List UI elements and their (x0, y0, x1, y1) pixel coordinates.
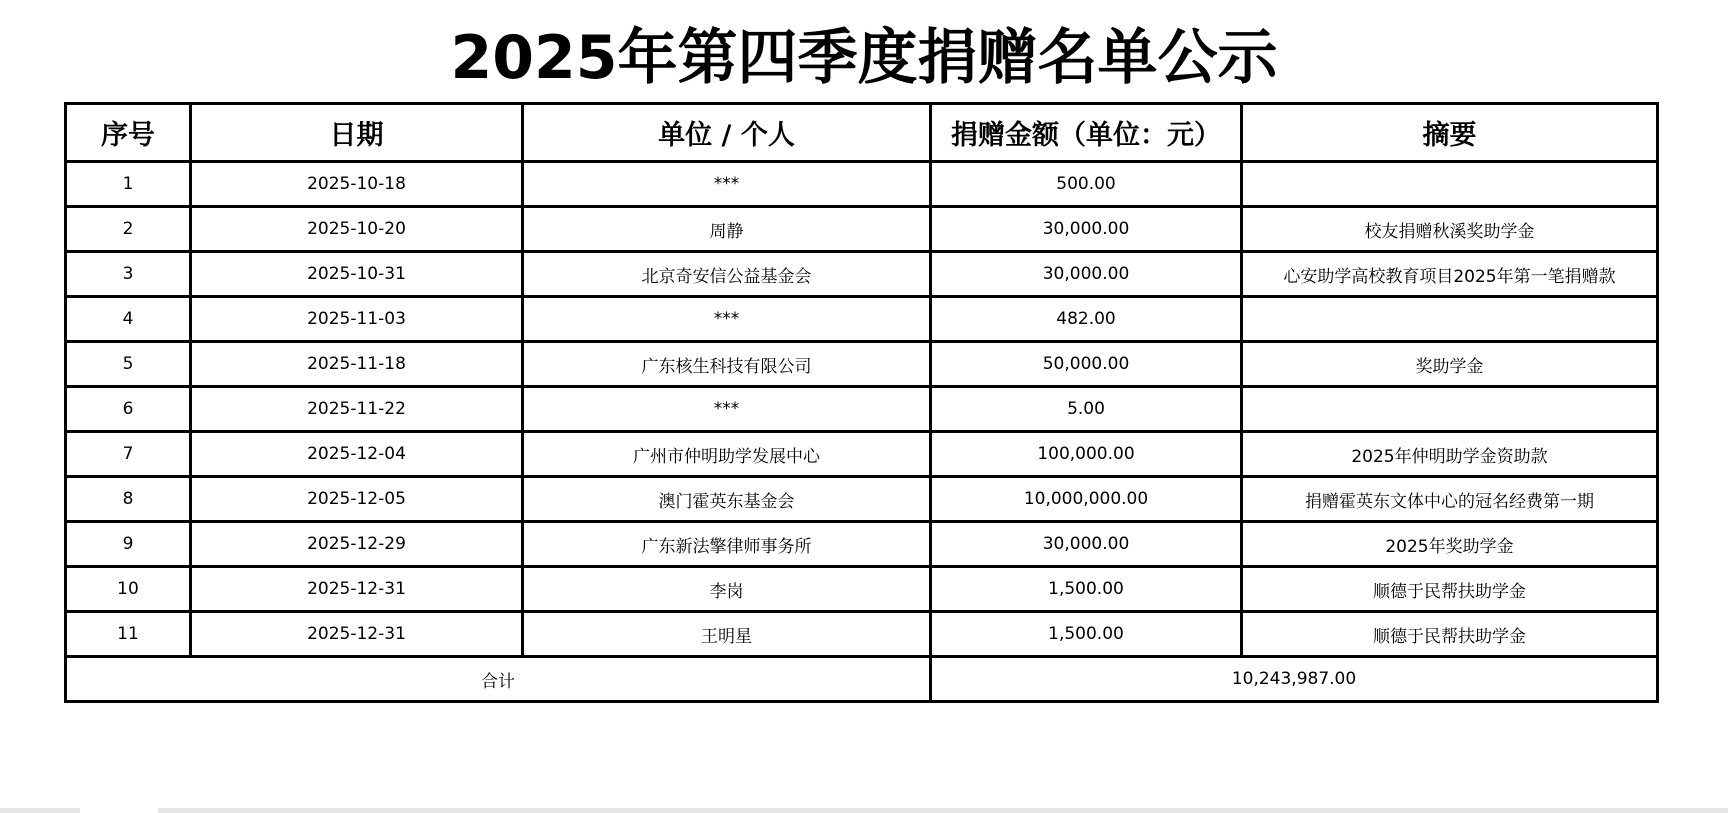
total-label: 合计 (66, 657, 931, 702)
header-date: 日期 (191, 104, 523, 162)
table-row (66, 432, 1658, 477)
table-row (66, 477, 1658, 522)
cell-donor: 澳门霍英东基金会 (523, 477, 931, 522)
cell-date: 2025-12-31 (191, 612, 523, 657)
cell-date: 2025-12-05 (191, 477, 523, 522)
cell-donor: *** (523, 387, 931, 432)
bottom-scrollbar[interactable] (0, 808, 1728, 813)
cell-amount: 30,000.00 (931, 522, 1242, 567)
cell-donor: 周静 (523, 207, 931, 252)
cell-seq: 2 (66, 207, 191, 252)
page-title: 2025年第四季度捐赠名单公示 (450, 23, 1278, 93)
cell-summary: 心安助学高校教育项目2025年第一笔捐赠款 (1242, 252, 1658, 297)
table-row (66, 387, 1658, 432)
cell-date: 2025-11-03 (191, 297, 523, 342)
header-donor: 单位 / 个人 (523, 104, 931, 162)
cell-seq: 8 (66, 477, 191, 522)
cell-donor: 广东核生科技有限公司 (523, 342, 931, 387)
cell-seq: 5 (66, 342, 191, 387)
cell-summary: 2025年奖助学金 (1242, 522, 1658, 567)
table-row (66, 297, 1658, 342)
cell-seq: 3 (66, 252, 191, 297)
header-amount: 捐赠金额（单位：元） (931, 104, 1242, 162)
table-total-row (66, 657, 1658, 702)
cell-seq: 11 (66, 612, 191, 657)
cell-seq: 7 (66, 432, 191, 477)
cell-seq: 10 (66, 567, 191, 612)
cell-summary: 顺德于民帮扶助学金 (1242, 567, 1658, 612)
cell-amount: 482.00 (931, 297, 1242, 342)
cell-amount: 1,500.00 (931, 612, 1242, 657)
cell-donor: 广州市仲明助学发展中心 (523, 432, 931, 477)
cell-date: 2025-12-04 (191, 432, 523, 477)
cell-summary: 顺德于民帮扶助学金 (1242, 612, 1658, 657)
donation-table (64, 102, 1659, 703)
total-amount: 10,243,987.00 (931, 657, 1658, 702)
cell-date: 2025-10-31 (191, 252, 523, 297)
cell-seq: 4 (66, 297, 191, 342)
cell-amount: 30,000.00 (931, 207, 1242, 252)
cell-donor: 北京奇安信公益基金会 (523, 252, 931, 297)
table-row (66, 567, 1658, 612)
cell-summary: 捐赠霍英东文体中心的冠名经费第一期 (1242, 477, 1658, 522)
cell-summary: 奖助学金 (1242, 342, 1658, 387)
cell-date: 2025-11-18 (191, 342, 523, 387)
table-row (66, 342, 1658, 387)
cell-donor: *** (523, 297, 931, 342)
header-summary: 摘要 (1242, 104, 1658, 162)
cell-amount: 50,000.00 (931, 342, 1242, 387)
cell-seq: 1 (66, 162, 191, 207)
cell-date: 2025-12-31 (191, 567, 523, 612)
cell-amount: 10,000,000.00 (931, 477, 1242, 522)
cell-donor: 王明星 (523, 612, 931, 657)
table-row (66, 252, 1658, 297)
cell-donor: 李岗 (523, 567, 931, 612)
cell-seq: 9 (66, 522, 191, 567)
cell-summary: 2025年仲明助学金资助款 (1242, 432, 1658, 477)
cell-date: 2025-12-29 (191, 522, 523, 567)
cell-seq: 6 (66, 387, 191, 432)
cell-date: 2025-11-22 (191, 387, 523, 432)
table-row (66, 612, 1658, 657)
cell-donor: *** (523, 162, 931, 207)
cell-date: 2025-10-18 (191, 162, 523, 207)
cell-summary (1242, 387, 1658, 432)
table-row (66, 162, 1658, 207)
cell-amount: 5.00 (931, 387, 1242, 432)
cell-date: 2025-10-20 (191, 207, 523, 252)
cell-summary (1242, 297, 1658, 342)
cell-amount: 30,000.00 (931, 252, 1242, 297)
header-seq: 序号 (66, 104, 191, 162)
cell-summary: 校友捐赠秋溪奖助学金 (1242, 207, 1658, 252)
cell-summary (1242, 162, 1658, 207)
table-header-row (66, 104, 1658, 162)
cell-amount: 100,000.00 (931, 432, 1242, 477)
table-row (66, 522, 1658, 567)
table-row (66, 207, 1658, 252)
cell-amount: 1,500.00 (931, 567, 1242, 612)
cell-amount: 500.00 (931, 162, 1242, 207)
scrollbar-gap (80, 808, 158, 813)
cell-donor: 广东新法擎律师事务所 (523, 522, 931, 567)
